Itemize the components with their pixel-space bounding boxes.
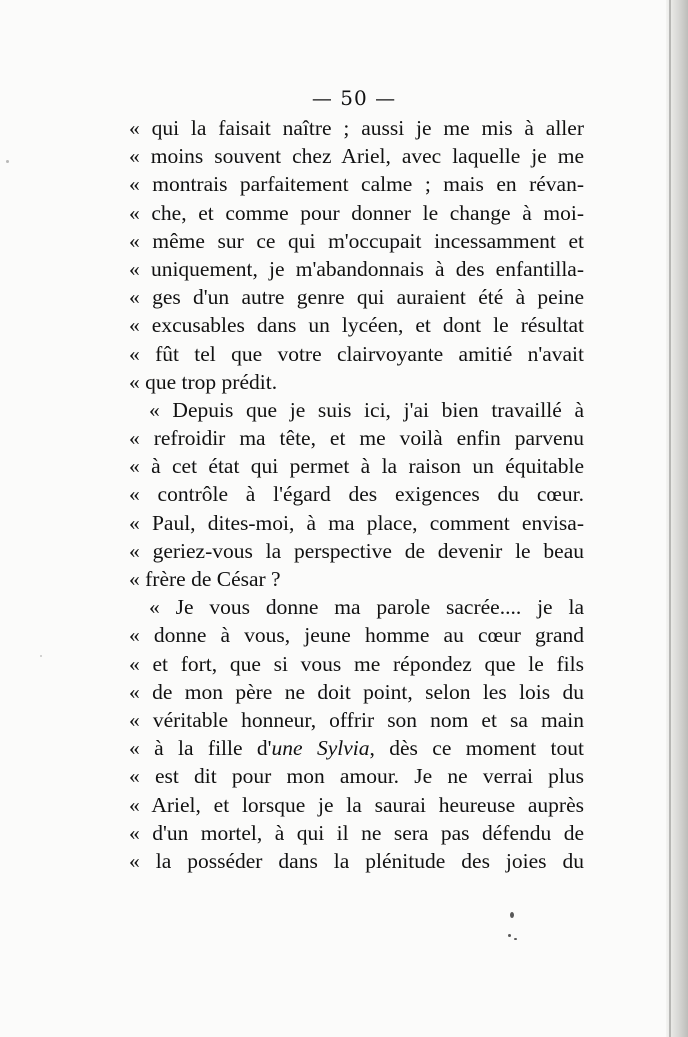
- text-line: « Depuis que je suis ici, j'ai bien travaillé à: [149, 397, 584, 422]
- italic-text: une Sylvia: [271, 736, 370, 761]
- text-line: « que trop prédit.: [129, 369, 278, 394]
- text-segment: « à la fille d': [129, 736, 272, 761]
- text-segment: , dès ce moment tout: [369, 736, 585, 761]
- page-gutter-line: [669, 0, 671, 1037]
- text-line: « est dit pour mon amour. Je ne verrai plus: [129, 764, 584, 789]
- text-line: « geriez-vous la perspective de devenir le beau: [129, 538, 584, 563]
- text-line: « d'un mortel, à qui il ne sera pas défendu de: [129, 820, 584, 845]
- text-line: « Paul, dites-moi, à ma place, comment envisa-: [129, 510, 584, 535]
- text-line: « moins souvent chez Ariel, avec laquelle je me: [129, 144, 584, 169]
- ink-speck: [508, 934, 511, 937]
- ink-speck: [40, 655, 42, 657]
- text-line: « Je vous donne ma parole sacrée.... je la: [149, 595, 584, 620]
- text-line: « qui la faisait naître ; aussi je me mis à aller: [129, 116, 584, 140]
- text-line: « excusables dans un lycéen, et dont le résultat: [129, 313, 584, 338]
- text-line: « montrais parfaitement calme ; mais en révan-: [129, 172, 584, 197]
- text-line: [129, 734, 584, 762]
- text-line: « et fort, que si vous me répondez que le fils: [129, 651, 584, 676]
- text-line: « uniquement, je m'abandonnais à des enfantilla-: [129, 256, 584, 281]
- text-line: « donne à vous, jeune homme au cœur grand: [129, 623, 584, 648]
- text-line: « même sur ce qui m'occupait incessamment et: [129, 228, 584, 253]
- ink-speck: [6, 160, 9, 163]
- text-line: « che, et comme pour donner le change à moi-: [129, 200, 584, 225]
- ink-speck: [514, 938, 517, 940]
- text-line: « contrôle à l'égard des exigences du cœur.: [129, 482, 584, 507]
- body-text: [129, 114, 584, 875]
- text-line: « ges d'un autre genre qui auraient été à peine: [129, 285, 584, 310]
- text-line: « à cet état qui permet à la raison un équitable: [129, 454, 584, 479]
- text-line: « de mon père ne doit point, selon les lois du: [129, 679, 584, 704]
- text-line: « Ariel, et lorsque je la saurai heureuse auprès: [129, 792, 584, 817]
- text-line: « fût tel que votre clairvoyante amitié n'avait: [129, 341, 584, 366]
- ink-speck: [510, 912, 514, 918]
- text-line: « refroidir ma tête, et me voilà enfin parvenu: [129, 426, 584, 451]
- text-line: « frère de César ?: [129, 567, 281, 591]
- text-line: « la posséder dans la plénitude des joies du: [129, 848, 584, 873]
- text-line: « véritable honneur, offrir son nom et sa main: [129, 707, 584, 732]
- page-number: — 50 —: [311, 86, 397, 110]
